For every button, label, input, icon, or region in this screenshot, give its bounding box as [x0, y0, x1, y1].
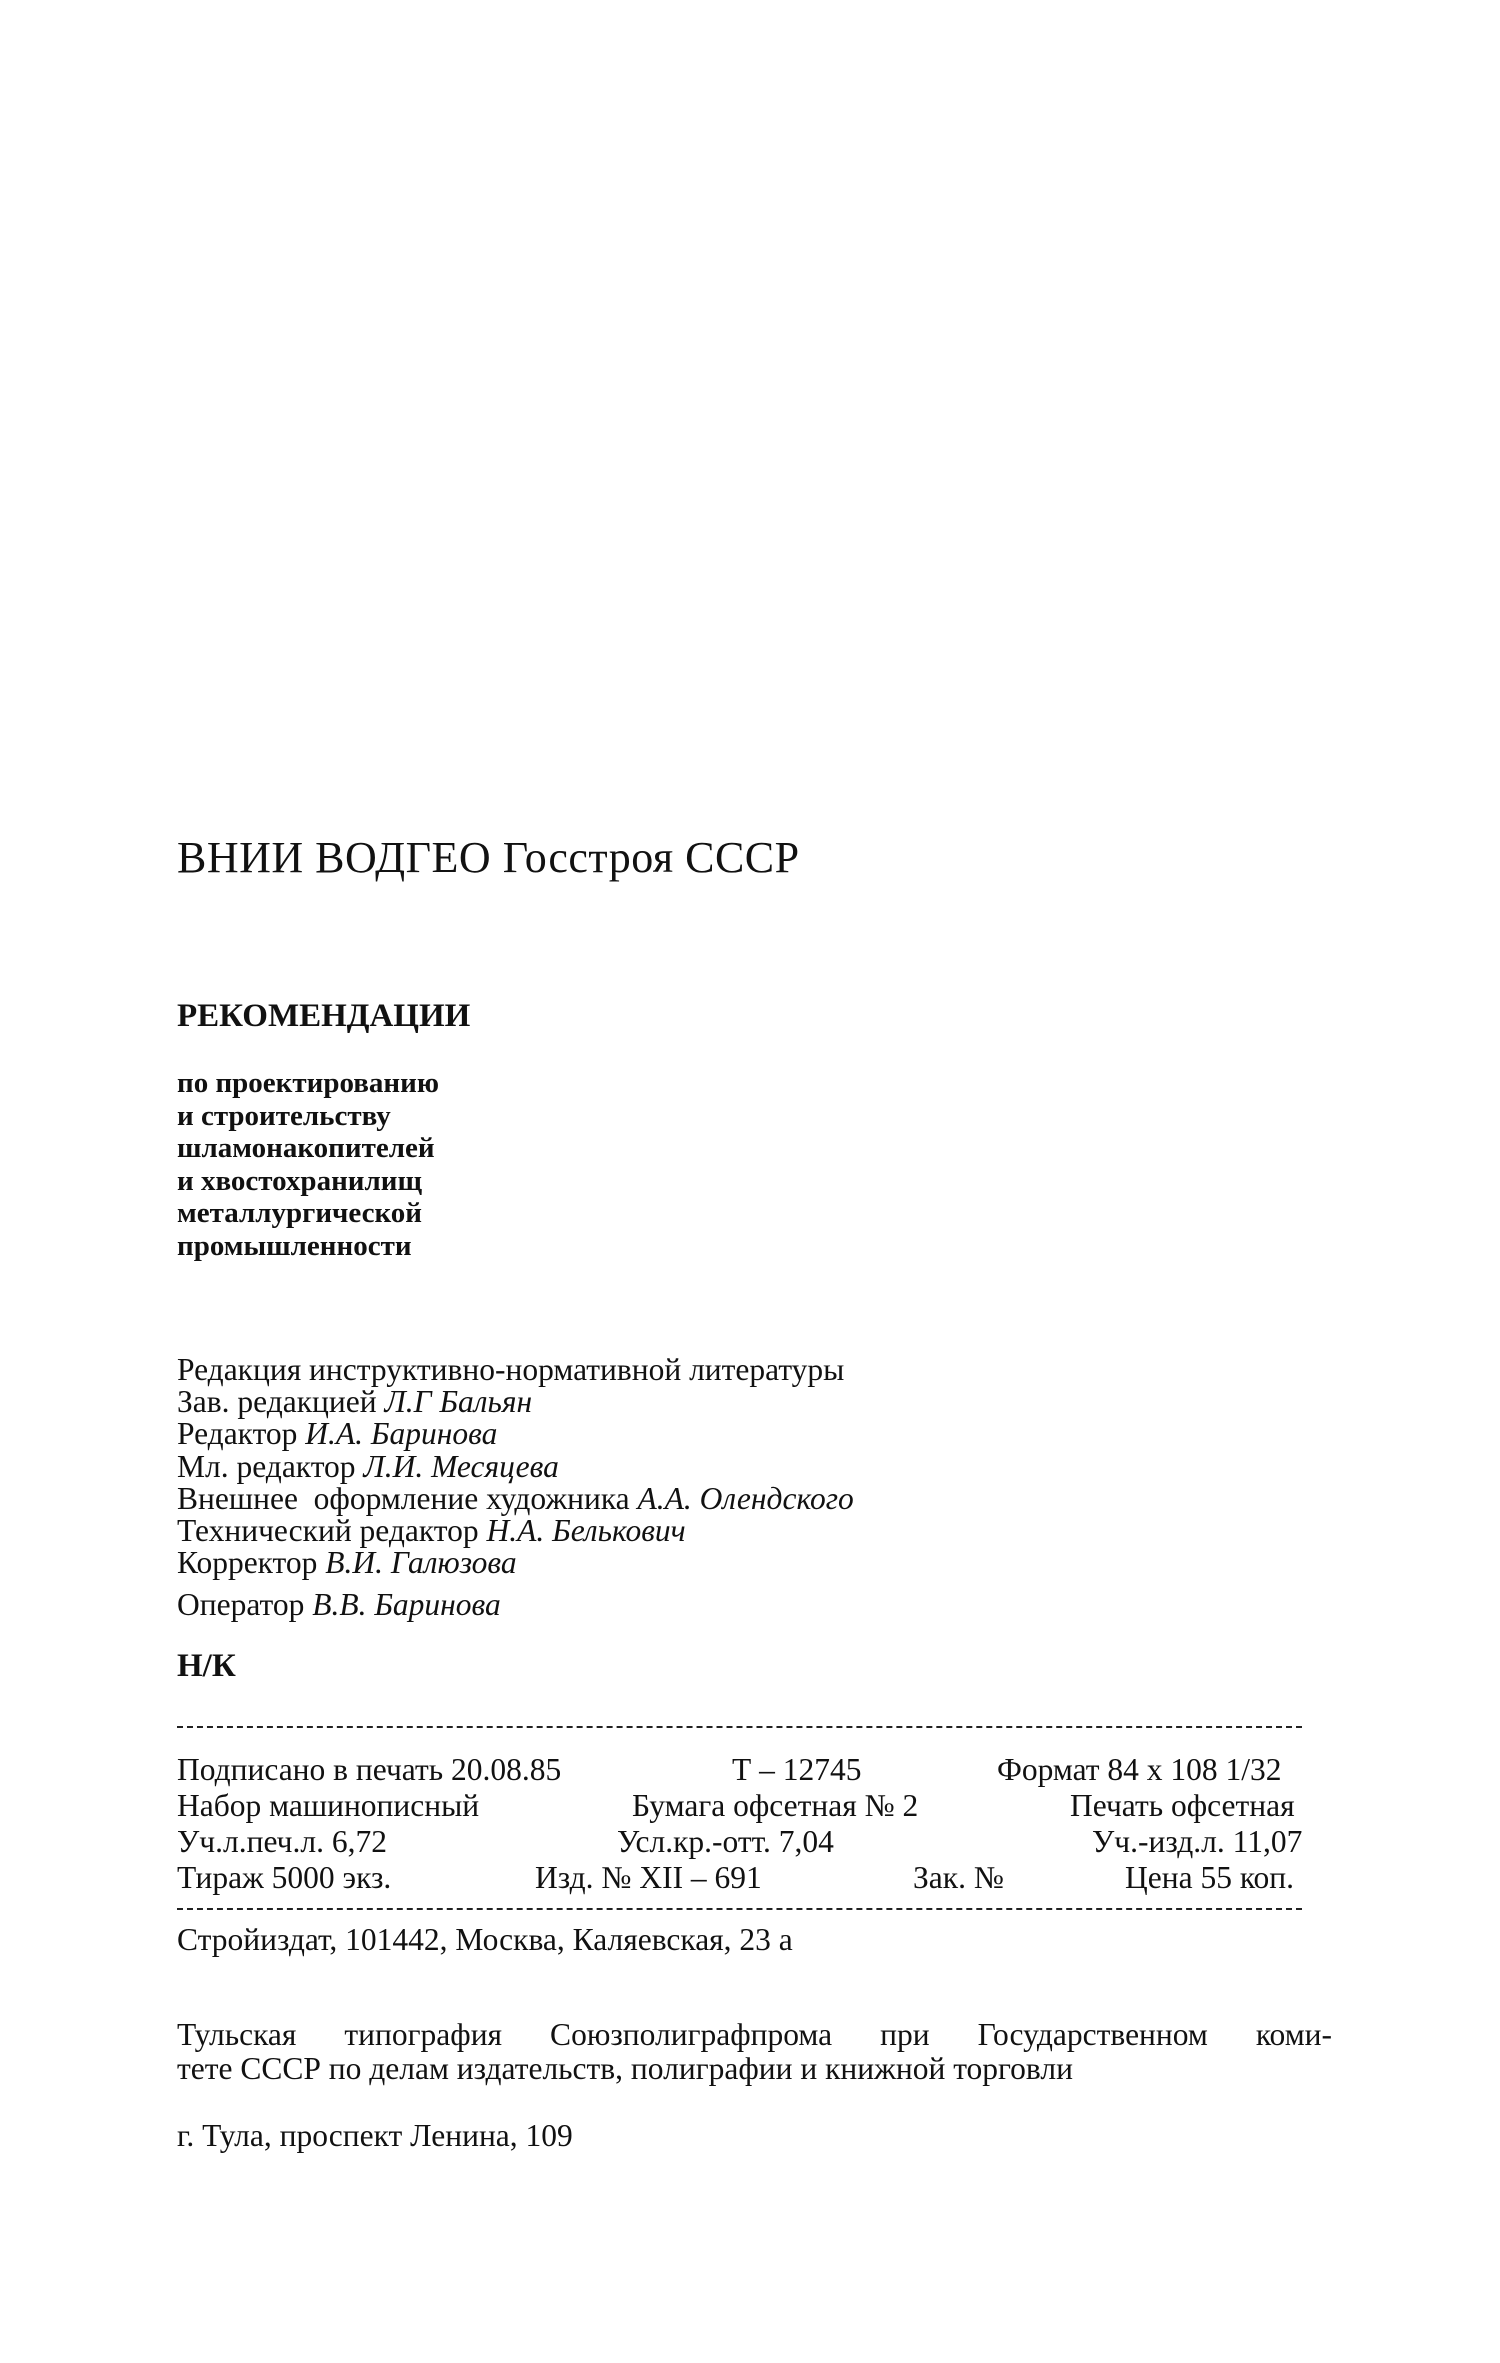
credit-name: В.В. Баринова — [312, 1587, 501, 1623]
credit-name: Н.А. Белькович — [486, 1512, 686, 1548]
dashed-divider — [177, 1726, 1302, 1728]
credit-label: Редактор — [177, 1416, 298, 1452]
format: Формат 84 х 108 1/32 — [997, 1752, 1282, 1787]
subtitle-line: промышленности — [177, 1229, 412, 1262]
organization: ВНИИ ВОДГЕО Госстроя СССР — [177, 833, 800, 882]
credit-label: Зав. редакцией — [177, 1384, 377, 1420]
print-type: Печать офсетная — [1070, 1788, 1295, 1823]
credit-tech-editor — [177, 1512, 854, 1548]
printer-address: г. Тула, проспект Ленина, 109 — [177, 2118, 573, 2153]
dashed-divider — [177, 1908, 1302, 1910]
specs-row — [177, 1860, 1327, 1896]
credit-editor — [177, 1418, 854, 1450]
credit-junior-editor — [177, 1448, 854, 1484]
specs-row — [177, 1824, 1327, 1860]
pub-number: Изд. № XII – 691 — [535, 1860, 762, 1895]
print-run: Тираж 5000 экз. — [177, 1860, 392, 1895]
order-number: Зак. № — [913, 1860, 1012, 1895]
credit-label: Мл. редактор — [177, 1448, 356, 1484]
credit-corrector — [177, 1547, 854, 1579]
specs-row — [177, 1788, 1327, 1824]
subtitle-line: металлургической — [177, 1197, 423, 1229]
price: Цена 55 коп. — [1125, 1860, 1295, 1895]
credit-label: Корректор — [177, 1545, 318, 1581]
credit-label: Технический редактор — [177, 1512, 479, 1548]
nk-mark: Н/К — [177, 1648, 236, 1684]
specs-row — [177, 1752, 1327, 1788]
credit-operator — [177, 1589, 854, 1621]
credit-name: А.А. Олендского — [637, 1480, 854, 1516]
printer-line: тете СССР по делам издательств, полиграфии и книжной торговли — [177, 2051, 1073, 2086]
print-sheets: Уч.л.печ.л. 6,72 — [177, 1824, 387, 1859]
publisher-address: Стройиздат, 101442, Москва, Каляевская, 23 а — [177, 1922, 793, 1957]
document-subtitle — [177, 1067, 439, 1262]
pub-sheets: Уч.-изд.л. 11,07 — [1092, 1824, 1303, 1859]
t-number: Т – 12745 — [732, 1752, 862, 1787]
subtitle-line: и хвостохранилищ — [177, 1164, 422, 1197]
credit-name: Л.И. Месяцева — [363, 1448, 559, 1484]
printer-line: Тульская типография Союзполиграфпрома при Государственном коми- — [177, 2017, 1332, 2052]
credit-head-editor — [177, 1386, 854, 1418]
credit-label: Внешнее оформление художника — [177, 1480, 630, 1516]
cond-sheets: Усл.кр.-отт. 7,04 — [617, 1824, 834, 1859]
credits-block — [177, 1354, 854, 1622]
document-type: РЕКОМЕНДАЦИИ — [177, 998, 471, 1034]
credit-name: В.И. Галюзова — [325, 1545, 517, 1581]
subtitle-line: и строительству — [177, 1099, 391, 1132]
credit-name: И.А. Баринова — [305, 1416, 498, 1452]
print-specs — [177, 1752, 1327, 1896]
subtitle-line: шламонакопителей — [177, 1132, 435, 1164]
credit-name: Л.Г Бальян — [384, 1384, 533, 1420]
credit-label: Оператор — [177, 1587, 305, 1623]
paper: Бумага офсетная № 2 — [632, 1788, 919, 1823]
editorial-office: Редакция инструктивно-нормативной литературы — [177, 1352, 845, 1387]
printer-info — [177, 2018, 1332, 2086]
subtitle-line: по проектированию — [177, 1067, 439, 1099]
typing: Набор машинописный — [177, 1788, 480, 1823]
signed-date: Подписано в печать 20.08.85 — [177, 1752, 562, 1787]
credit-design — [177, 1480, 854, 1516]
